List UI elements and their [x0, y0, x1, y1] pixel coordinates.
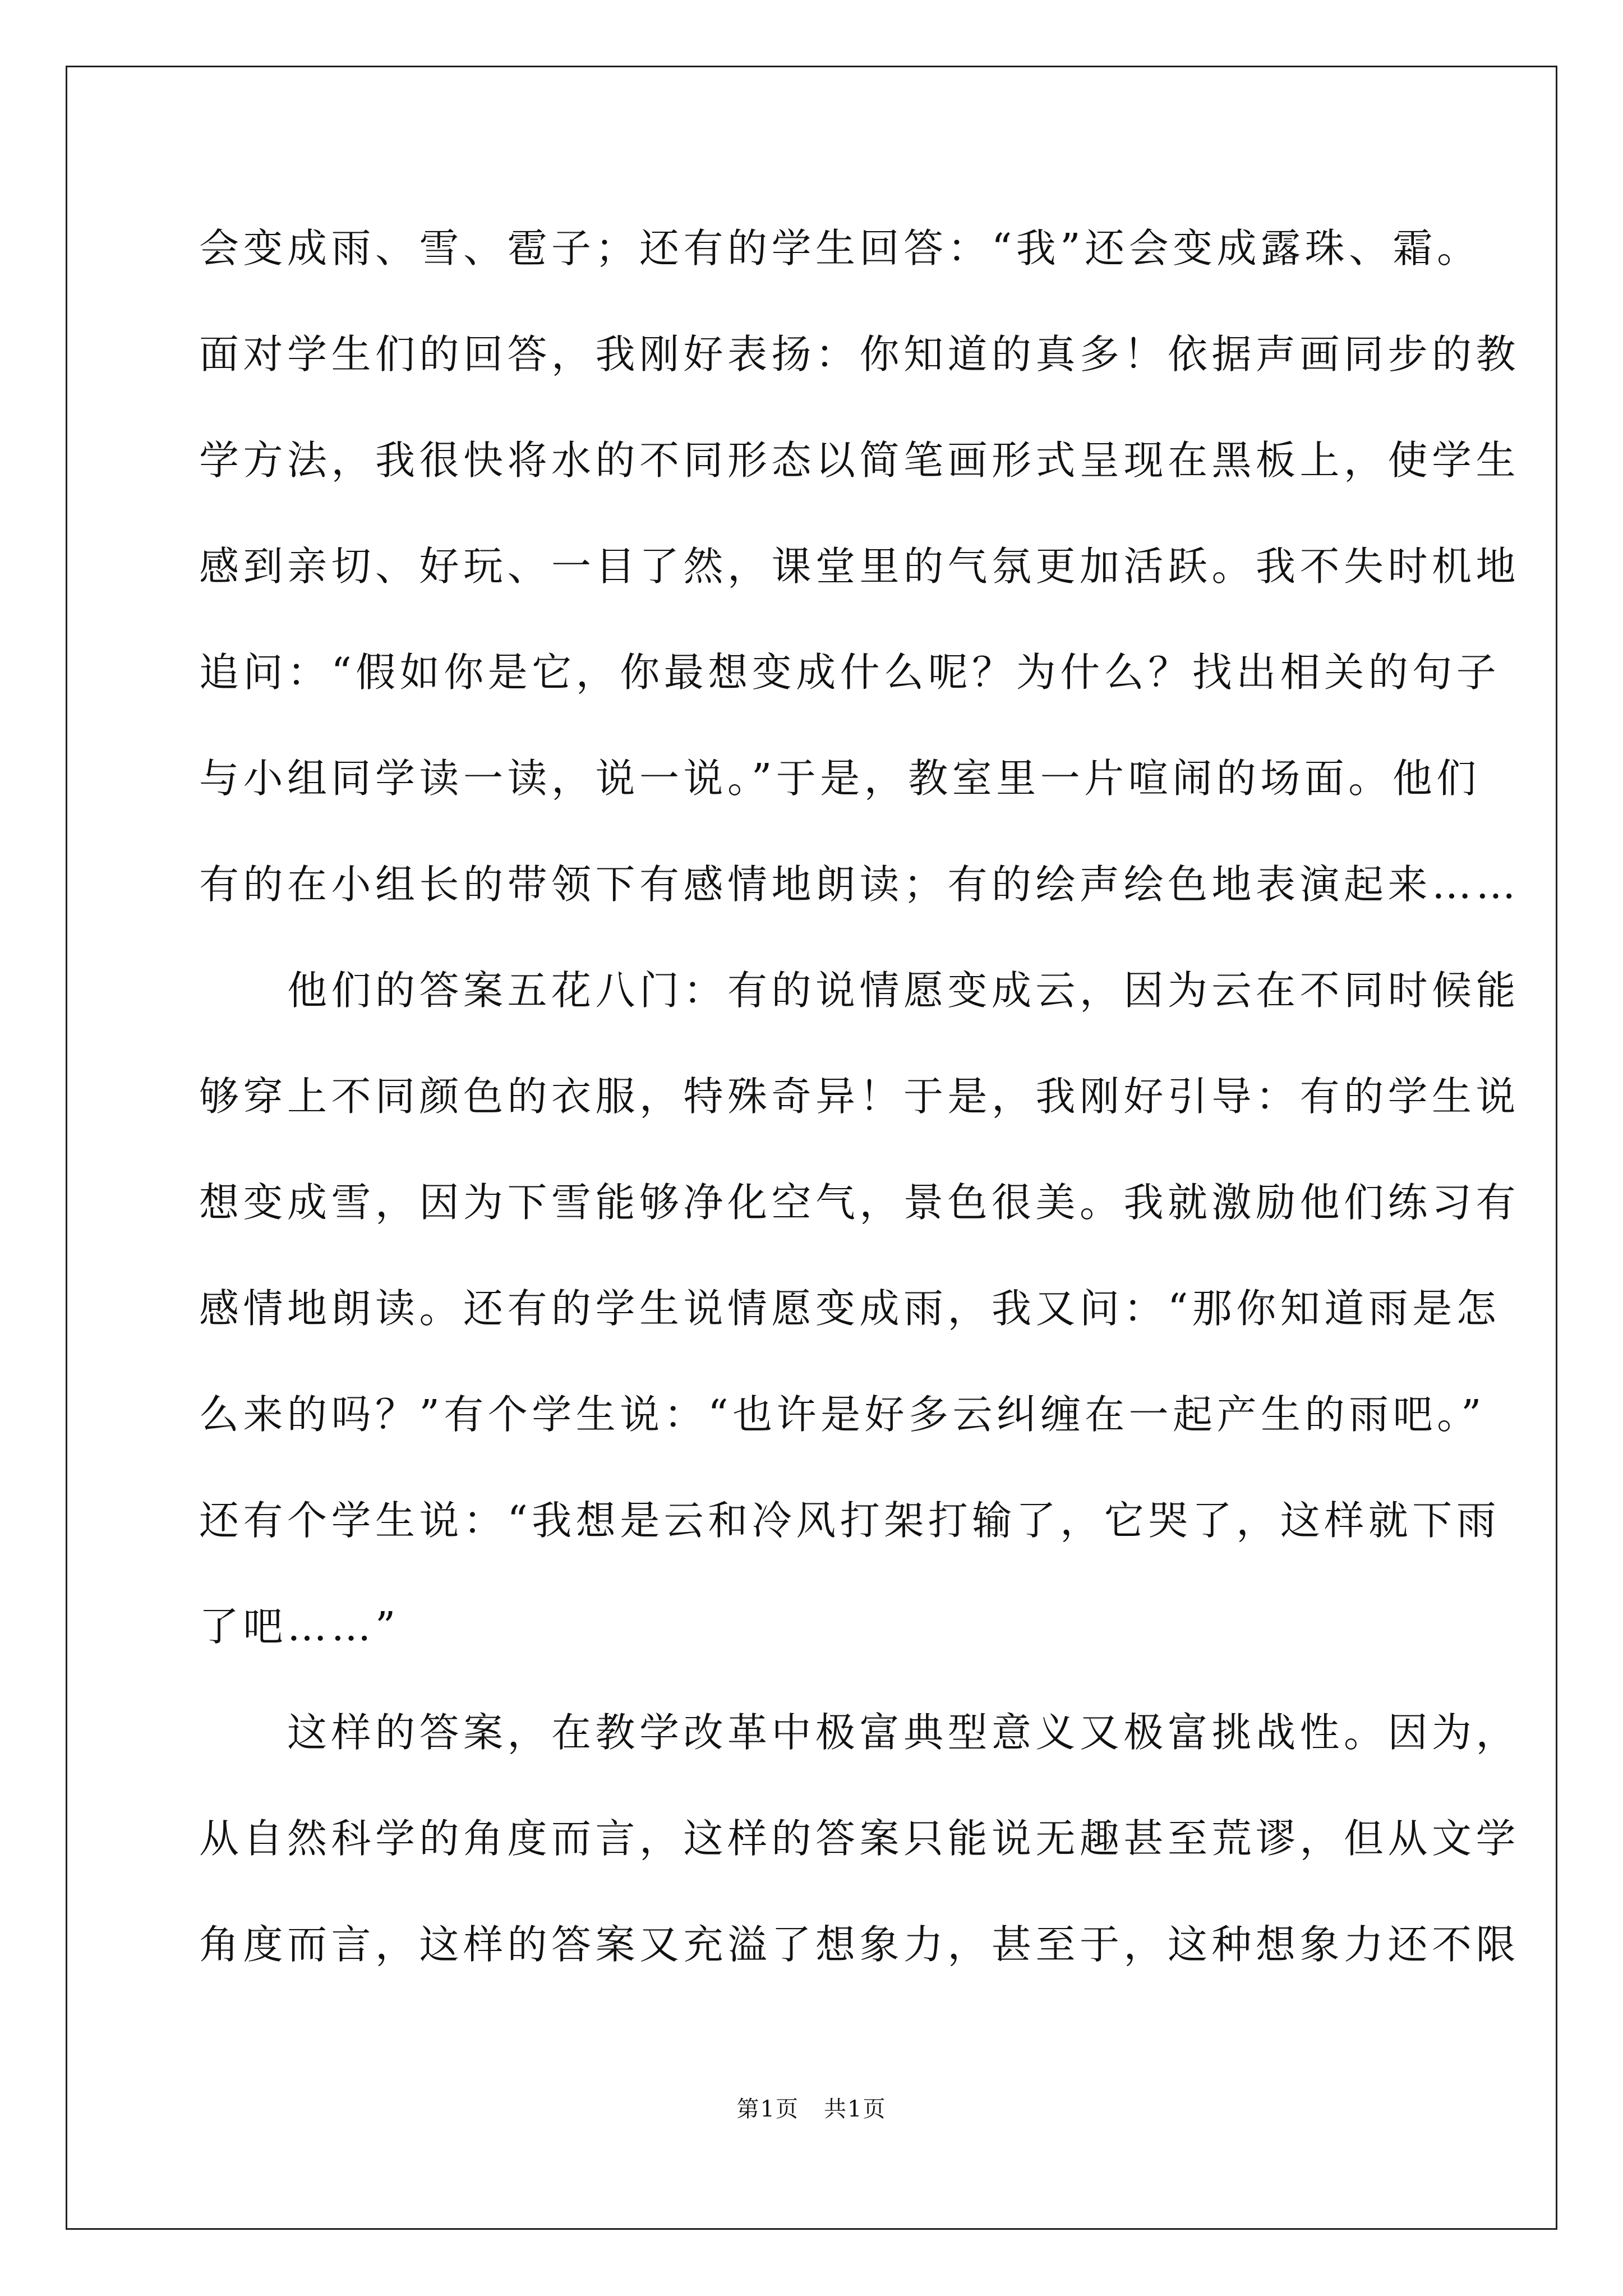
text-line: 了吧……” [199, 1603, 400, 1650]
page-border [66, 66, 1557, 2230]
text-line: 么来的吗？”有个学生说：“也许是好多云纠缠在一起产生的雨吧。” [199, 1391, 1486, 1438]
text-line: 角度而言，这样的答案又充溢了想象力，甚至于，这种想象力还不限 [199, 1921, 1520, 1968]
text-line: 与小组同学读一读，说一说。”于是，教室里一片喧闹的场面。他们 [199, 755, 1481, 802]
text-line: 他们的答案五花八门：有的说情愿变成云，因为云在不同时候能 [199, 967, 1520, 1014]
text-line: 从自然科学的角度而言，这样的答案只能说无趣甚至荒谬，但从文学 [199, 1815, 1520, 1862]
text-line: 有的在小组长的带领下有感情地朗读；有的绘声绘色地表演起来…… [199, 861, 1520, 908]
text-line: 面对学生们的回答，我刚好表扬：你知道的真多！依据声画同步的教 [199, 331, 1520, 378]
text-line: 感情地朗读。还有的学生说情愿变成雨，我又问：“那你知道雨是怎 [199, 1285, 1501, 1332]
text-line: 会变成雨、雪、雹子；还有的学生回答：“我”还会变成露珠、霜。 [199, 225, 1481, 272]
text-line: 这样的答案，在教学改革中极富典型意义又极富挑战性。因为， [199, 1709, 1520, 1756]
text-line: 追问：“假如你是它，你最想变成什么呢？为什么？找出相关的句子 [199, 649, 1501, 696]
text-line: 学方法，我很快将水的不同形态以简笔画形式呈现在黑板上，使学生 [199, 437, 1520, 484]
text-line: 感到亲切、好玩、一目了然，课堂里的气氛更加活跃。我不失时机地 [199, 543, 1520, 590]
page-footer [0, 2095, 1623, 2123]
text-line: 想变成雪，因为下雪能够净化空气，景色很美。我就激励他们练习有 [199, 1179, 1520, 1226]
text-line: 还有个学生说：“我想是云和冷风打架打输了，它哭了，这样就下雨 [199, 1497, 1501, 1544]
page-total: 共1页 [824, 2096, 887, 2122]
page-number: 第1页 [736, 2096, 799, 2122]
text-line: 够穿上不同颜色的衣服，特殊奇异！于是，我刚好引导：有的学生说 [199, 1073, 1520, 1120]
